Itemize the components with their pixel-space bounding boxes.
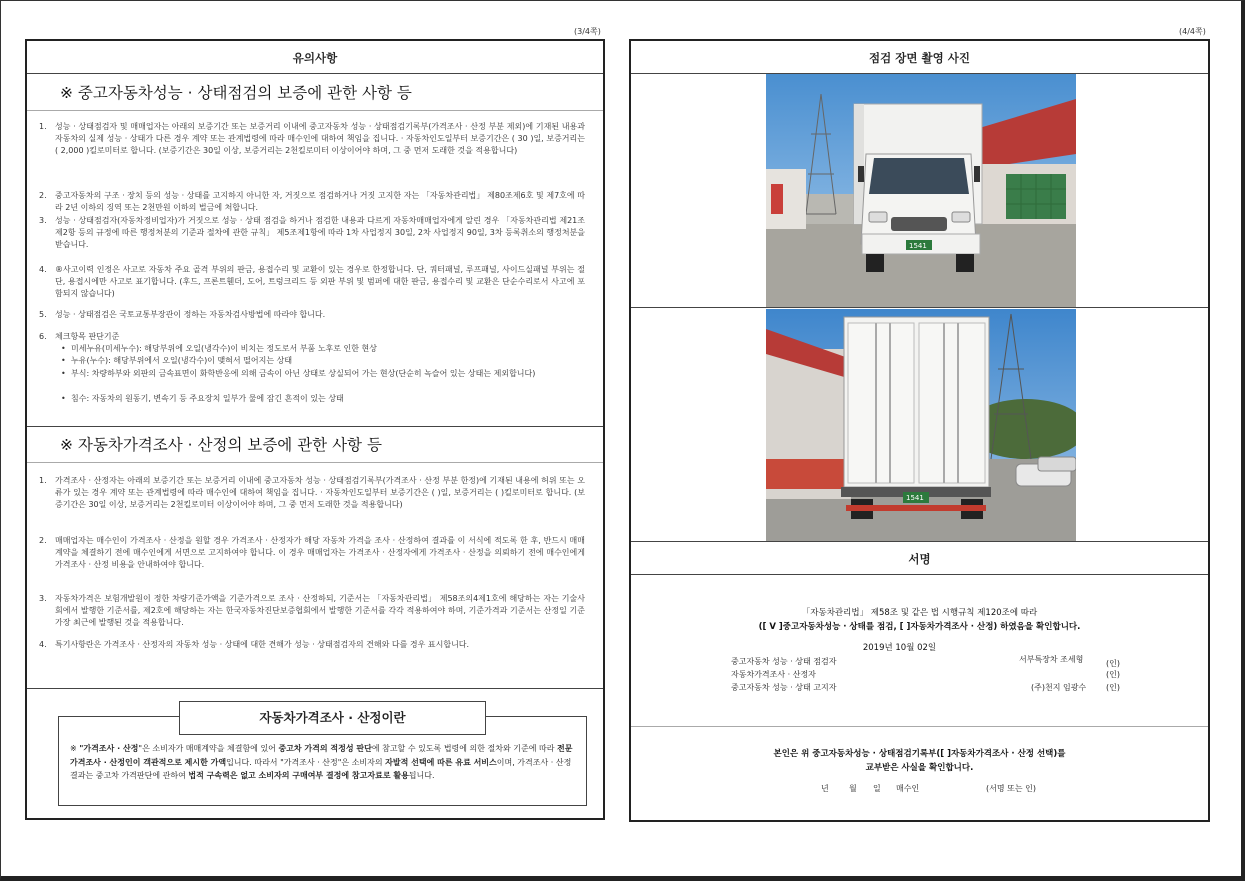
- bullet-icon: •: [61, 394, 66, 403]
- inspector-seal: (인): [1106, 659, 1120, 668]
- appraiser-seal: (인): [1106, 670, 1120, 679]
- criteria-text: 침수: 자동차의 원동기, 변속기 등 주요장치 일부가 물에 잠긴 흔적이 있는 상태: [71, 394, 344, 403]
- notifier-name: (주)천지 임광수: [1031, 683, 1087, 692]
- truck-rear-image: [766, 309, 1076, 541]
- divider: [631, 307, 1208, 308]
- notice-fragment: 됩니다.: [408, 771, 435, 780]
- item-number: 4.: [39, 265, 47, 274]
- buyer-sign: (서명 또는 인): [986, 784, 1036, 793]
- notice-fragment: 에 참고할 수 있도록 법령에 의한 절차와 기준에 따라: [371, 744, 558, 753]
- section2-title: ※ 자동차가격조사 · 산정의 보증에 관한 사항 등: [60, 436, 382, 454]
- signature-header: 서명: [908, 552, 931, 566]
- criteria-item: [61, 368, 585, 380]
- buyer-date-month: 월: [849, 784, 857, 793]
- buyer-confirm-line2: 교부받은 사실을 확인합니다.: [865, 763, 974, 773]
- appraisal-item: [39, 475, 585, 512]
- item-text: 성능 · 상태점검은 국토교통부장관이 정하는 자동차검사방법에 따라야 합니다.: [55, 310, 326, 319]
- price-notice-text: [70, 742, 575, 783]
- truck-front-image: [766, 74, 1076, 307]
- item-text: 가격조사 · 산정자는 아래의 보증기간 또는 보증거리 이내에 중고자동차 성능 · 상태점검기록부(가격조사 · 산정 부분 한정)에 기재된 내용에 허위 또는 오류가 있는 경우 계약 또는 관계법령에 따라 매수인에 대하여 책임을 집니다. · 자동차인도일부터 보증기간은 ( )일, 보증거리는 ( )킬로미터로 합니다. (보증기간은 30일 이상, 보증거리는 2천킬로미터 이상이어야 하며, 그 중 먼저 도래한 것을 적용합니다): [55, 476, 585, 510]
- item-text: 중고자동차의 구조 · 장치 등의 성능 · 상태를 고지하지 아니한 자, 거짓으로 점검하거나 거짓 고지한 자는 「자동차관리법」 제80조제6호 및 제7호에 따라 2년 이하의 징역 또는 2천만원 이하의 벌금에 처합니다.: [55, 191, 585, 213]
- inspector-role: 중고자동차 성능 · 상태 점검자: [731, 657, 837, 666]
- notice-fragment: 법적 구속력은 없고 소비자의 구매여부 결정에 참고자료로 활용: [188, 771, 409, 780]
- inspection-confirm-line: ([ V ]중고자동차성능 · 상태를 점검, [ ]자동차가격조사 · 산정) 하였음을 확인합니다.: [758, 622, 1081, 632]
- divider: [27, 462, 603, 463]
- notice-fragment: "은 소비자가 매매계약을 체결함에 있어: [138, 744, 279, 753]
- notice-fragment: 자발적 선택에 따른 유료 서비스: [385, 757, 497, 767]
- item-number: 3.: [39, 594, 47, 603]
- page-number-right: (4/4쪽): [1179, 27, 1206, 36]
- notice-fragment: 중고차 가격의 적정성 판단: [278, 744, 372, 753]
- item-text: 성능 · 상태점검자 및 매매업자는 아래의 보증기간 또는 보증거리 이내에 중고자동차 성능 · 상태점검기록부(가격조사 · 산정 부분 제외)에 기재된 내용과 자동차의 실제 성능 · 상태가 다른 경우 계약 또는 관계법령에 따라 매수인에 대하여 책임을 집니다. · 자동차인도일부터 보증기간은 ( 30 )일, 보증거리는 ( 2,000 )킬로미터로 합니다. (보증기간은 30일 이상, 보증거리는 2천킬로미터 이상이어야 하며, 그 중 먼저 도래한 것을 적용합니다): [55, 122, 585, 156]
- warranty-item: [39, 190, 585, 214]
- notifier-role: 중고자동차 성능 · 상태 고지자: [731, 683, 837, 692]
- item-number: 1.: [39, 476, 47, 485]
- photo-header: 점검 장면 촬영 사진: [869, 51, 970, 65]
- bullet-icon: •: [61, 344, 66, 353]
- divider: [27, 73, 603, 74]
- item-text: ®사고이력 인정은 사고로 자동차 주요 골격 부위의 판금, 용접수리 및 교환이 있는 경우로 한정합니다. 단, 쿼터패널, 루프패널, 사이드실패널 부위는 절단, 용접시에만 사고로 표기합니다. (후드, 프론트휀더, 도어, 트렁크리드 등 외판 부위 및 범퍼에 대한 판금, 용접수리 및 교환은 단순수리로서 사고에 포함되지 않습니다): [55, 265, 585, 299]
- bullet-icon: •: [61, 369, 66, 378]
- warranty-item: [39, 215, 585, 252]
- criteria-item: [61, 343, 585, 355]
- notifier-seal: (인): [1106, 683, 1120, 692]
- warranty-item: [39, 121, 585, 158]
- notice-fragment: 이며, 가격조사 · 산정 결과는 중고차 가격판단에 관하여: [70, 757, 572, 780]
- buyer-confirm-line1: 본인은 위 중고자동차성능 · 상태점검기록부([ ]자동차가격조사 · 산정 선택)를: [773, 749, 1066, 759]
- price-notice-label: 자동차가격조사 · 산정이란: [179, 701, 486, 735]
- license-plate-rear: 1541: [906, 494, 924, 502]
- inspection-photo-rear: [766, 309, 1076, 541]
- item-number: 1.: [39, 122, 47, 131]
- appraisal-item: [39, 639, 585, 651]
- appraiser-role: 자동차가격조사 · 산정자: [731, 670, 816, 679]
- notice-header: 유의사항: [292, 51, 338, 65]
- warranty-item: [39, 309, 585, 321]
- criteria-text: 미세누유(미세누수): 해당부위에 오일(냉각수)이 비치는 정도로서 부품 노후로 인한 현상: [71, 344, 378, 353]
- warranty-item: [39, 264, 585, 301]
- criteria-item: [61, 355, 585, 367]
- item-text: 특기사항란은 가격조사 · 산정자의 자동차 성능 · 상태에 대한 견해가 성능 · 상태점검자의 견해와 다를 경우 표시합니다.: [55, 640, 470, 649]
- divider: [631, 574, 1208, 575]
- notice-fragment: 전문 가격조사 · 산정인이 객관적으로 제시한 가액: [70, 744, 573, 767]
- appraisal-item: [39, 535, 585, 572]
- item-text: 성능 · 상태점검자(자동차정비업자)가 거짓으로 성능 · 상태 점검을 하거나 점검한 내용과 다르게 자동차매매업자에게 알린 경우 「자동차관리법 제21조제2항 등의 규정에 따른 행정처분의 기준과 절차에 관한 규칙」 제5조제1항에 따라 1차 사업정지 30일, 2차 사업정지 90일, 3차 등록취소의 행정처분을 받습니다.: [55, 216, 585, 250]
- notice-fragment: 입니다. 따라서 "가격조사 · 산정"은 소비자의: [226, 757, 386, 767]
- buyer-date-year: 년: [821, 784, 829, 793]
- divider: [631, 541, 1208, 542]
- criteria-text: 누유(누수): 해당부위에서 오일(냉각수)이 맺혀서 떨어지는 상태: [71, 356, 293, 365]
- law-basis-line: 「자동차관리법」 제58조 및 같은 법 시행규칙 제120조에 따라: [801, 608, 1038, 618]
- item-number: 4.: [39, 640, 47, 649]
- divider: [27, 688, 603, 689]
- page-number-left: (3/4쪽): [574, 27, 601, 36]
- notice-fragment: "가격조사 · 산정: [79, 744, 139, 753]
- notice-fragment: ※: [70, 744, 80, 753]
- notice-panel: [25, 39, 605, 820]
- buyer-date-day: 일: [873, 784, 881, 793]
- inspection-photo-front: [766, 74, 1076, 307]
- divider: [27, 426, 603, 427]
- item-number: 2.: [39, 536, 47, 545]
- signature-date: 2019년 10월 02일: [862, 643, 937, 653]
- license-plate-front: 1541: [909, 242, 927, 250]
- section1-title: ※ 중고자동차성능 · 상태점검의 보증에 관한 사항 등: [60, 84, 412, 102]
- item-text: 매매업자는 매수인이 가격조사 · 산정을 원할 경우 가격조사 · 산정자가 해당 자동차 가격을 조사 · 산정하여 결과를 이 서식에 적도록 한 후, 반드시 매매계약을 체결하기 전에 매수인에게 서면으로 고지하여야 합니다. 이 경우 매매업자는 가격조사 · 산정자에게 가격조사 · 산정을 의뢰하기 전에 매수인에게 가격조사 · 산정 비용을 안내하여야 합니다.: [55, 536, 585, 570]
- bullet-icon: •: [61, 356, 66, 365]
- item-number: 5.: [39, 310, 47, 319]
- warranty-item: [39, 331, 585, 343]
- item-number: 3.: [39, 216, 47, 225]
- appraisal-item: [39, 593, 585, 630]
- item-text: 체크항목 판단기준: [55, 332, 120, 341]
- item-number: 2.: [39, 191, 47, 200]
- inspector-name: 서부특장차 조세형: [1019, 655, 1084, 664]
- divider: [27, 110, 603, 111]
- buyer-label: 매수인: [896, 784, 920, 793]
- criteria-text: 부식: 차량하부와 외판의 금속표면이 화학반응에 의해 금속이 아닌 상태로 상실되어 가는 현상(단순히 녹슬어 있는 상태는 제외합니다): [71, 369, 536, 378]
- criteria-item: [61, 393, 585, 405]
- photo-signature-panel: [629, 39, 1210, 822]
- divider: [631, 726, 1208, 727]
- item-number: 6.: [39, 332, 47, 341]
- item-text: 자동차가격은 보험개발원이 정한 차량기준가액을 기준가격으로 조사 · 산정하되, 기준서는 「자동차관리법」 제58조의4제1호에 해당하는 자는 기술사회에서 발행한 기준서를, 제2호에 해당하는 자는 한국자동차진단보증협회에서 발행한 기준서를 각각 적용하여야 하며, 기준가격과 기준서는 산정일 기준 가장 최근에 발행된 것을 적용합니다.: [55, 594, 585, 628]
